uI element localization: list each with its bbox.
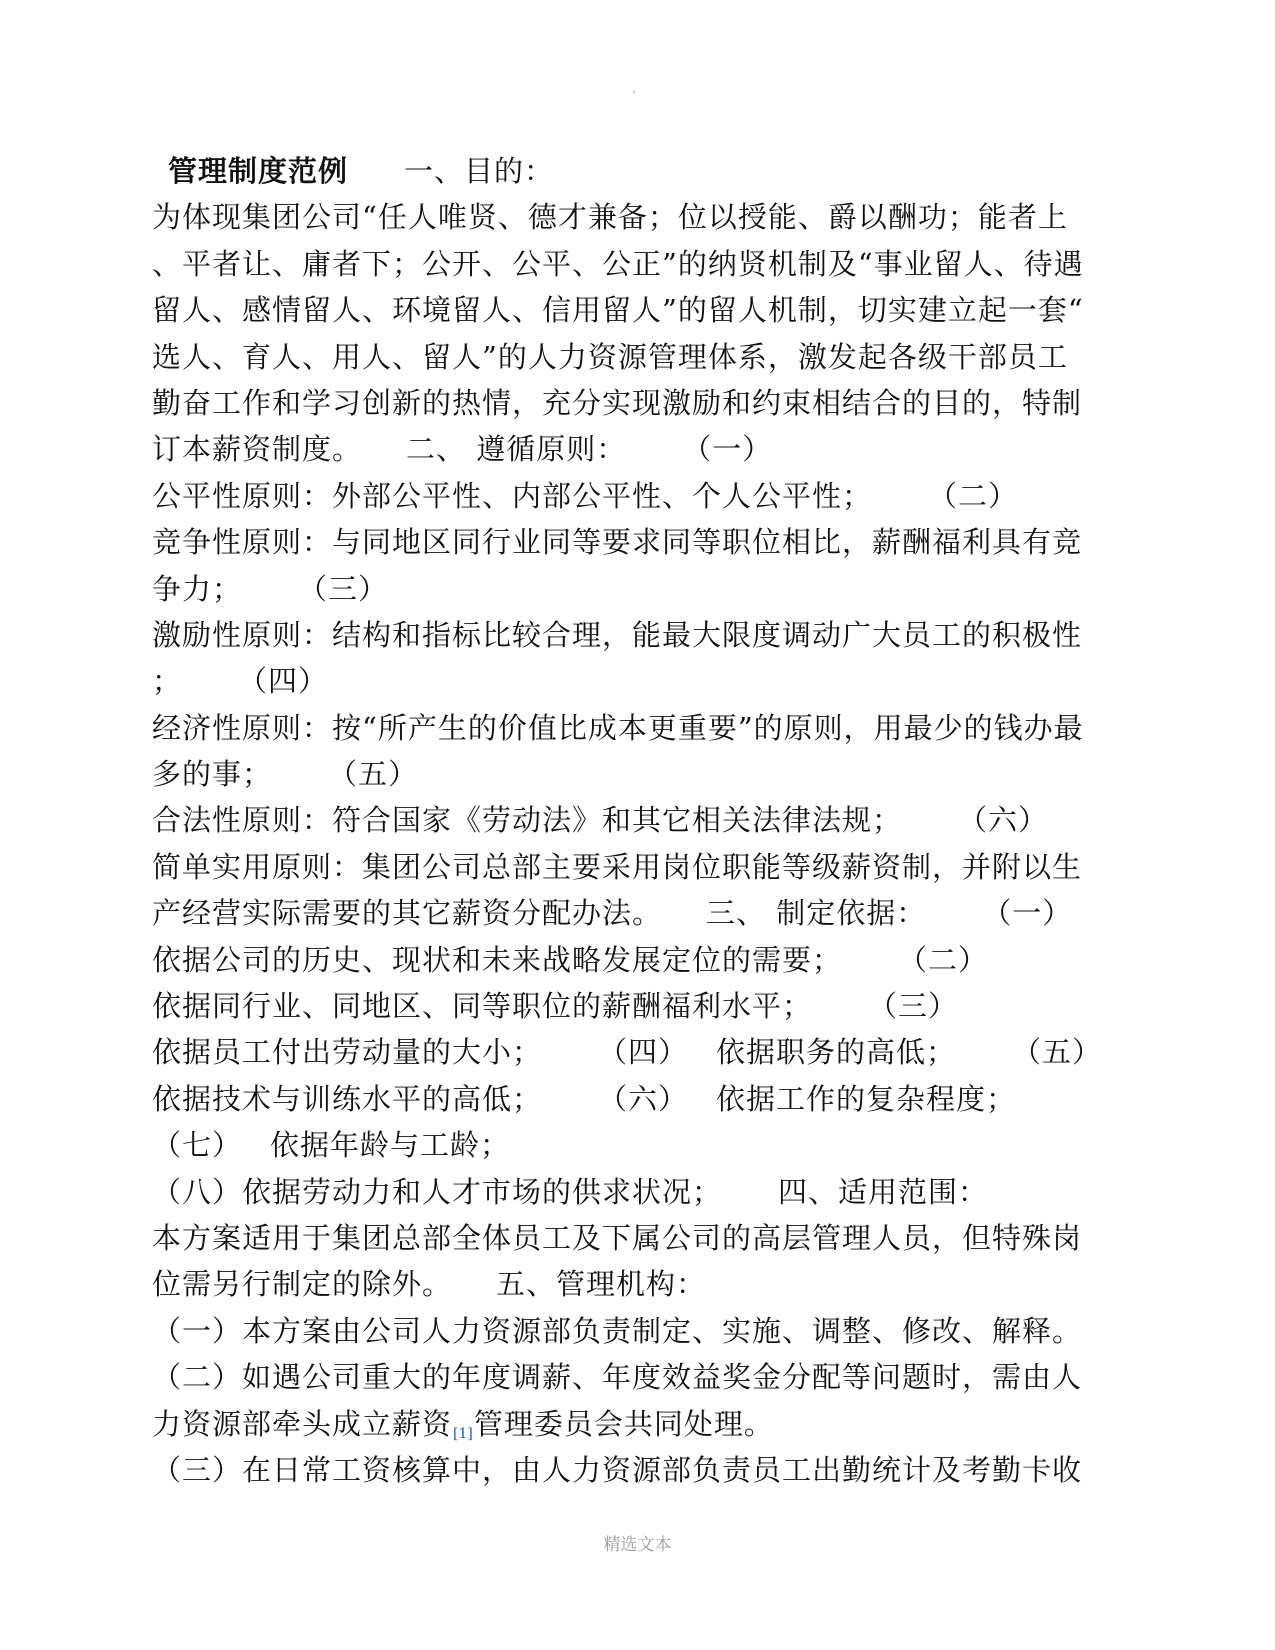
document-body bbox=[152, 148, 1132, 1493]
item-number: （四） bbox=[598, 1035, 689, 1070]
paragraph-line: 本方案适用于集团总部全体员工及下属公司的高层管理人员，但特殊岗 bbox=[152, 1220, 1083, 1255]
section-heading: 四、适用范围： bbox=[778, 1174, 989, 1209]
item-text: 依据工作的复杂程度； bbox=[716, 1081, 1017, 1116]
document-title: 管理制度范例 bbox=[168, 154, 349, 188]
item-text: ； bbox=[152, 664, 183, 699]
item-text: 简单实用原则：集团公司总部主要采用岗位职能等级薪资制，并附以生 bbox=[152, 849, 1083, 884]
item-text: 合法性原则：符合国家《劳动法》和其它相关法律法规； bbox=[152, 803, 903, 838]
item-text: 争力； bbox=[152, 571, 243, 606]
item-text: （一）本方案由公司人力资源部负责制定、实施、调整、修改、解释。 bbox=[152, 1313, 1083, 1348]
item-number: （二） bbox=[898, 942, 989, 977]
item-text: 竞争性原则：与同地区同行业同等要求同等职位相比，薪酬福利具有竞 bbox=[152, 525, 1083, 560]
item-text: （三）在日常工资核算中，由人力资源部负责员工出勤统计及考勤卡收 bbox=[152, 1452, 1083, 1487]
doc-line bbox=[152, 1029, 1132, 1075]
item-number: （四） bbox=[238, 664, 329, 699]
section-heading: 二、 遵循原则： bbox=[406, 432, 627, 467]
doc-line bbox=[152, 148, 1132, 194]
item-text: 依据技术与训练水平的高低； bbox=[152, 1081, 543, 1116]
item-text: 依据员工付出劳动量的大小； bbox=[152, 1035, 543, 1070]
paragraph-line: 留人、感情留人、环境留人、信用留人”的留人机制，切实建立起一套“ bbox=[152, 293, 1084, 328]
doc-line bbox=[152, 1076, 1132, 1122]
section-heading: 一、目的： bbox=[404, 154, 555, 188]
item-text: 激励性原则：结构和指标比较合理，能最大限度调动广大员工的积极性 bbox=[152, 617, 1083, 652]
item-text: 依据职务的高低； bbox=[716, 1035, 957, 1070]
item-text: 力资源部牵头成立薪资 bbox=[152, 1406, 453, 1441]
doc-line bbox=[152, 1401, 1132, 1447]
doc-line bbox=[152, 1122, 1132, 1168]
doc-line bbox=[152, 890, 1132, 936]
item-number: （三） bbox=[298, 571, 389, 606]
paragraph-text: 订本薪资制度。 bbox=[152, 432, 363, 467]
doc-line bbox=[152, 937, 1132, 983]
item-text: 依据年龄与工龄； bbox=[270, 1128, 511, 1163]
item-text: 经济性原则：按“所产生的价值比成本更重要”的原则，用最少的钱办最 bbox=[152, 710, 1084, 745]
item-text: 产经营实际需要的其它薪资分配办法。 bbox=[152, 896, 663, 931]
section-heading: 三、 制定依据： bbox=[706, 896, 927, 931]
item-text: （二）如遇公司重大的年度调薪、年度效益奖金分配等问题时，需由人 bbox=[152, 1360, 1083, 1395]
item-number: （二） bbox=[928, 478, 1019, 513]
doc-line bbox=[152, 566, 1132, 612]
item-number: （八） bbox=[152, 1174, 243, 1209]
footnote-ref-link[interactable]: [1] bbox=[453, 1425, 473, 1442]
item-number: （六） bbox=[958, 803, 1049, 838]
page-footer: 精选文本 bbox=[603, 1535, 672, 1555]
doc-line bbox=[152, 751, 1132, 797]
doc-line bbox=[152, 426, 1132, 472]
item-text: 依据劳动力和人才市场的供求状况； bbox=[242, 1174, 723, 1209]
item-number: （六） bbox=[598, 1081, 689, 1116]
paragraph-line: 、平者让、庸者下；公开、公平、公正”的纳贤机制及“事业留人、待遇 bbox=[152, 246, 1084, 281]
item-text: 多的事； bbox=[152, 757, 273, 792]
doc-line bbox=[152, 797, 1132, 843]
paragraph-line: 勤奋工作和学习创新的热情，充分实现激励和约束相结合的目的，特制 bbox=[152, 385, 1083, 420]
item-number: （五） bbox=[328, 757, 419, 792]
paragraph-line: 为体现集团公司“任人唯贤、德才兼备；位以授能、爵以酬功；能者上 bbox=[152, 200, 1068, 235]
item-number: （七） bbox=[152, 1128, 243, 1163]
item-number: （五） bbox=[1012, 1035, 1103, 1070]
item-number: （三） bbox=[868, 989, 959, 1024]
item-text: 公平性原则：外部公平性、内部公平性、个人公平性； bbox=[152, 478, 873, 513]
doc-line bbox=[152, 473, 1132, 519]
item-text: 管理委员会共同处理。 bbox=[473, 1406, 774, 1441]
item-number: （一） bbox=[982, 896, 1073, 931]
doc-line bbox=[152, 658, 1132, 704]
paragraph-text: 位需另行制定的除外。 bbox=[152, 1267, 453, 1302]
doc-line bbox=[152, 1169, 1132, 1215]
section-heading: 五、管理机构： bbox=[496, 1267, 707, 1302]
item-number: （一） bbox=[682, 432, 773, 467]
paragraph-line: 选人、育人、用人、留人”的人力资源管理体系，激发起各级干部员工 bbox=[152, 339, 1068, 374]
header-mark: . bbox=[632, 82, 636, 96]
item-text: 依据公司的历史、现状和未来战略发展定位的需要； bbox=[152, 942, 843, 977]
doc-line bbox=[152, 983, 1132, 1029]
item-text: 依据同行业、同地区、同等职位的薪酬福利水平； bbox=[152, 989, 813, 1024]
doc-line bbox=[152, 1261, 1132, 1307]
